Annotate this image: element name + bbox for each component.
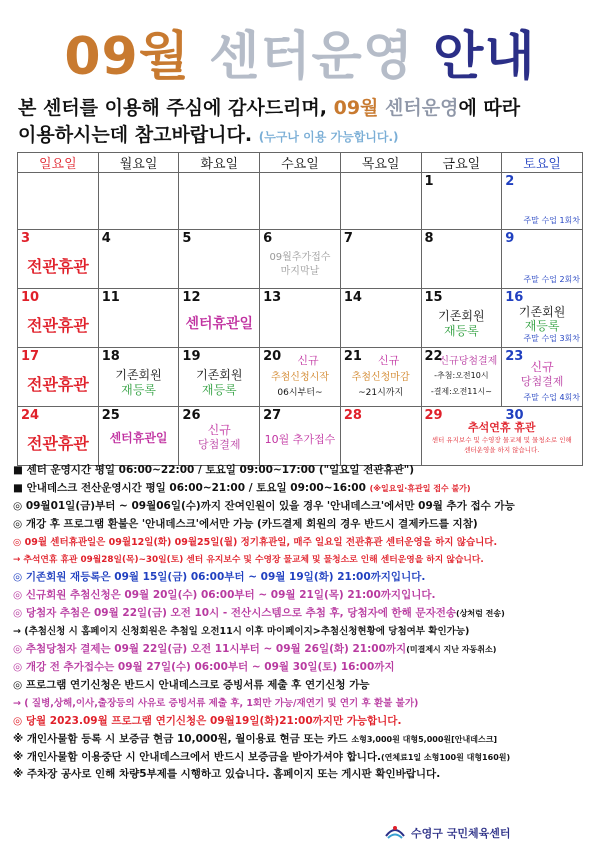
- day-cell: [18, 173, 99, 230]
- info-line: → (추첨신청 시 홈페이지 신청회원은 추첨일 오전11시 이후 마이페이지>추첨신청현황에 당첨여부 확인가능): [13, 626, 470, 638]
- day-cell: 1: [421, 173, 502, 230]
- title-guide: 안내: [433, 27, 536, 87]
- day-cell: 4: [98, 230, 179, 289]
- day-cell: 18 기존회원 재등록: [98, 348, 179, 407]
- day-cell: 21 신규 추첨신청마감 ~21시까지: [340, 348, 421, 407]
- day-cell: 9 주말 수업 2회차: [502, 230, 583, 289]
- day-cell: [260, 173, 341, 230]
- weekday-tue: 화요일: [179, 153, 260, 173]
- day-cell: 24 전관휴관: [18, 407, 99, 466]
- day-cell: 8: [421, 230, 502, 289]
- info-line: ◎ 개강 후 프로그램 환불은 '안내데스크'에서만 가능 (카드결제 회원의 경우 반드시 결제카드를 지참): [13, 517, 478, 530]
- calendar-week: [18, 407, 583, 466]
- calendar-week: [18, 348, 583, 407]
- day-cell: 22 신규당첨결제 -추첨:오전10시 -결제:오전11시~: [421, 348, 502, 407]
- day-cell: 2 주말 수업 1회차: [502, 173, 583, 230]
- info-line: ◎ 신규회원 추첨신청은 09월 20일(수) 06:00부터 ~ 09월 21일(목) 21:00까지입니다.: [13, 589, 436, 602]
- title-center: 센터운영: [209, 27, 415, 87]
- day-cell: 13: [260, 289, 341, 348]
- day-cell: 27 10월 추가접수: [260, 407, 341, 466]
- day-cell: 25 센터휴관일: [98, 407, 179, 466]
- info-line: ◎ 당첨자 추첨은 09월 22일(금) 오전 10시 - 전산시스템으로 추첨 후, 당첨자에 한해 문자전송(상처럼 전송): [13, 607, 505, 620]
- day-cell: 19 기존회원 재등록: [179, 348, 260, 407]
- org-name: 수영구 국민체육센터: [411, 827, 511, 840]
- center-logo-icon: [384, 822, 406, 842]
- weekday-thu: 목요일: [340, 153, 421, 173]
- info-line: ◎ 개강 전 추가접수는 09월 27일(수) 06:00부터 ~ 09월 30일(토) 16:00까지: [13, 660, 395, 673]
- footer-logo: [384, 822, 584, 844]
- day-cell: [98, 173, 179, 230]
- intro-note: (누구나 이용 가능합니다.): [258, 130, 399, 144]
- day-cell: 26 신규 당첨결제: [179, 407, 260, 466]
- weekday-sun: 일요일: [18, 153, 99, 173]
- day-cell-holiday: 29 30 추석연휴 휴관 센터 유지보수 및 수영장 물교체 및 물청소로 인해 센터운영을 하지 않습니다.: [421, 407, 582, 466]
- day-cell: 16 기존회원 재등록 주말 수업 3회차: [502, 289, 583, 348]
- info-line: ◎ 프로그램 연기신청은 반드시 안내데스크로 증빙서류 제출 후 연기신청 가능: [13, 678, 370, 691]
- intro-text: 본 센터를 이용해 주심에 감사드리며, 09월 센터운영에 따라 이용하시는데 참고바랍니다. (누구나 이용 가능합니다.): [18, 97, 521, 146]
- day-cell: 17 전관휴관: [18, 348, 99, 407]
- info-section: [13, 462, 593, 784]
- calendar-week: [18, 289, 583, 348]
- day-cell: 28: [340, 407, 421, 466]
- weekday-mon: 월요일: [98, 153, 179, 173]
- day-cell: 7: [340, 230, 421, 289]
- info-line: ◎ 기존회원 재등록은 09월 15일(금) 06:00부터 ~ 09월 19일(화) 21:00까지입니다.: [13, 571, 426, 584]
- info-line: ■ 안내데스크 전산운영시간 평일 06:00~21:00 / 토요일 09:00~16:00 (※일요일·휴관일 접수 불가): [13, 481, 471, 494]
- info-line: ◎ 09월 센터휴관일은 09월12일(화) 09월25일(월) 정기휴관일, 매주 일요일 전관휴관 센터운영을 하지 않습니다.: [13, 536, 498, 548]
- day-cell: 20 신규 추첨신청시작 06시부터~: [260, 348, 341, 407]
- day-cell: 5: [179, 230, 260, 289]
- info-line: ◎ 당월 2023.09월 프로그램 연기신청은 09월19일(화)21:00까지만 가능합니다.: [13, 714, 402, 727]
- info-line: ◎ 추첨당첨자 결제는 09월 22일(금) 오전 11시부터 ~ 09월 26일(화) 21:00까지(미결제시 지난 자동취소): [13, 643, 497, 656]
- info-line: ※ 주차장 공사로 인해 차량5부제를 시행하고 있습니다. 홈페이지 또는 게시판 확인바랍니다.: [13, 768, 441, 781]
- title-month: 09월: [64, 27, 190, 87]
- day-cell: 14: [340, 289, 421, 348]
- info-line: ※ 개인사물함 등록 시 보증금 현금 10,000원, 월이용료 현금 또는 카드 소형3,000원 대형5,000원[안내데스크]: [13, 732, 498, 745]
- info-line: → 추석연휴 휴관 09월28일(목)~30일(토) 센터 유지보수 및 수영장 물교체 및 물청소로 인해 센터운영을 하지 않습니다.: [13, 554, 484, 565]
- day-cell: 23 신규 당첨결제 주말 수업 4회차: [502, 348, 583, 407]
- day-cell: 10 전관휴관: [18, 289, 99, 348]
- weekday-fri: 금요일: [421, 153, 502, 173]
- info-line: ※ 개인사물함 이용중단 시 안내데스크에서 반드시 보증금을 받아가셔야 합니다.(연체료1일 소형100원 대형160원): [13, 750, 511, 763]
- calendar: [17, 152, 583, 466]
- calendar-header: [18, 153, 583, 173]
- day-cell: [179, 173, 260, 230]
- info-line: → ( 질병,상해,이사,출장등의 사유로 증빙서류 제출 후, 1회만 가능/재연기 및 연기 후 환불 불가): [13, 697, 419, 709]
- info-line: ◎ 09월01일(금)부터 ~ 09월06일(수)까지 잔여인원이 있을 경우 '안내데스크'에서만 09월 추가 접수 가능: [13, 499, 515, 512]
- day-cell: 6 09월추가접수 마지막날: [260, 230, 341, 289]
- day-cell: 15 기존회원 재등록: [421, 289, 502, 348]
- calendar-week: [18, 230, 583, 289]
- calendar-week: [18, 173, 583, 230]
- day-cell: 3 전관휴관: [18, 230, 99, 289]
- day-cell: 12 센터휴관일: [179, 289, 260, 348]
- weekday-wed: 수요일: [260, 153, 341, 173]
- weekday-sat: 토요일: [502, 153, 583, 173]
- day-cell: 11: [98, 289, 179, 348]
- info-line: ■ 센터 운영시간 평일 06:00~22:00 / 토요일 09:00~17:00 ("일요일 전관휴관"): [13, 464, 415, 476]
- day-cell: [340, 173, 421, 230]
- page-title: [0, 14, 600, 89]
